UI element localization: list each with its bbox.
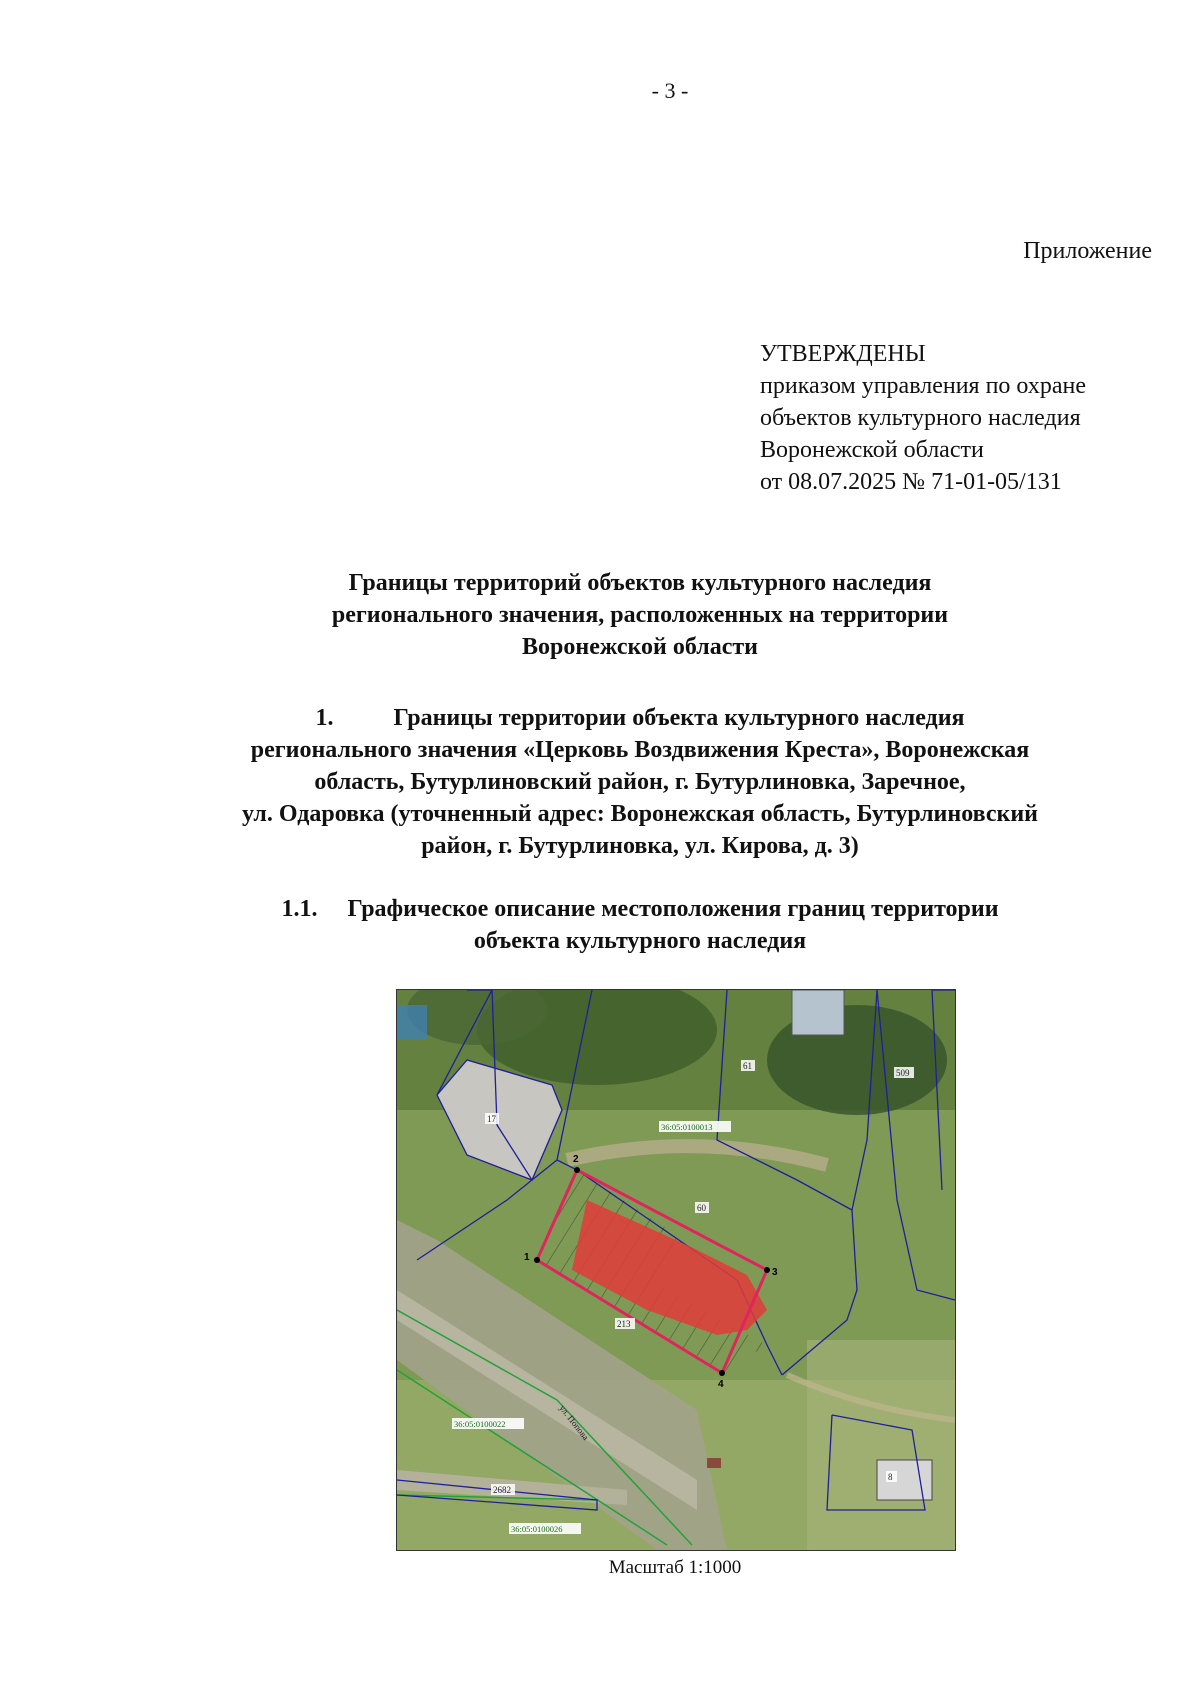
page-number: - 3 -	[651, 78, 689, 103]
section-1-number: 1.	[315, 705, 334, 731]
boundary-point-label: 2	[573, 1154, 579, 1165]
main-title	[180, 567, 1100, 663]
section-1-title	[180, 702, 1100, 862]
approval-heading: УТВЕРЖДЕНЫ	[760, 341, 926, 367]
boundary-point-2	[574, 1167, 580, 1173]
section-1-line: ул. Одаровка (уточненный адрес: Воронежская область, Бутурлиновский	[241, 801, 1038, 827]
shed	[707, 1458, 721, 1468]
boundary-point-label: 3	[772, 1267, 778, 1278]
section-1-line: регионального значения «Церковь Воздвижения Креста», Воронежская	[250, 737, 1030, 763]
approval-line: приказом управления по охране	[760, 373, 1086, 399]
cadastral-block-label: 36:05:0100026	[511, 1524, 563, 1534]
section-1-line: Границы территории объекта культурного наследия	[393, 705, 965, 731]
building-roof	[397, 1005, 427, 1040]
section-1-1-line: Графическое описание местоположения границ территории	[347, 896, 999, 922]
cadastral-block-label: 36:05:0100013	[661, 1122, 713, 1132]
main-title-line: Воронежской области	[522, 634, 758, 660]
parcel-label: 17	[487, 1114, 496, 1124]
section-1-1-line: объекта культурного наследия	[473, 928, 807, 954]
boundary-point-4	[719, 1370, 725, 1376]
appendix-label: Приложение	[1023, 238, 1152, 264]
parcel-label: 509	[896, 1068, 910, 1078]
section-1-line: район, г. Бутурлиновка, ул. Кирова, д. 3)	[421, 833, 859, 859]
building-8	[877, 1460, 932, 1500]
parcel-label: 213	[617, 1319, 631, 1329]
cadastral-block-label: 36:05:0100022	[454, 1419, 506, 1429]
section-1-line: область, Бутурлиновский район, г. Бутурлиновка, Заречное,	[314, 769, 966, 795]
parcel-label: 2682	[493, 1485, 511, 1495]
map-svg	[397, 990, 955, 1550]
parcel-label: 61	[743, 1061, 752, 1071]
section-1-1-number: 1.1.	[281, 896, 318, 922]
building	[792, 990, 844, 1035]
approval-block	[760, 338, 1086, 498]
boundary-point-3	[764, 1267, 770, 1273]
parcel-label: 8	[888, 1472, 893, 1482]
approval-line: Воронежской области	[760, 437, 984, 463]
boundary-map	[396, 989, 956, 1551]
approval-line: объектов культурного наследия	[760, 405, 1081, 431]
parcel-label: 60	[697, 1203, 706, 1213]
main-title-line: регионального значения, расположенных на территории	[331, 602, 949, 628]
boundary-point-label: 4	[718, 1379, 724, 1390]
boundary-point-label: 1	[524, 1252, 530, 1263]
main-title-line: Границы территорий объектов культурного наследия	[348, 570, 932, 596]
field-area	[807, 1340, 955, 1550]
approval-line: от 08.07.2025 № 71-01-05/131	[760, 469, 1062, 495]
boundary-point-1	[534, 1257, 540, 1263]
street-label: ул. Попова	[557, 1403, 591, 1442]
map-scale: Масштаб 1:1000	[608, 1557, 742, 1578]
section-1-1-title	[180, 893, 1100, 957]
